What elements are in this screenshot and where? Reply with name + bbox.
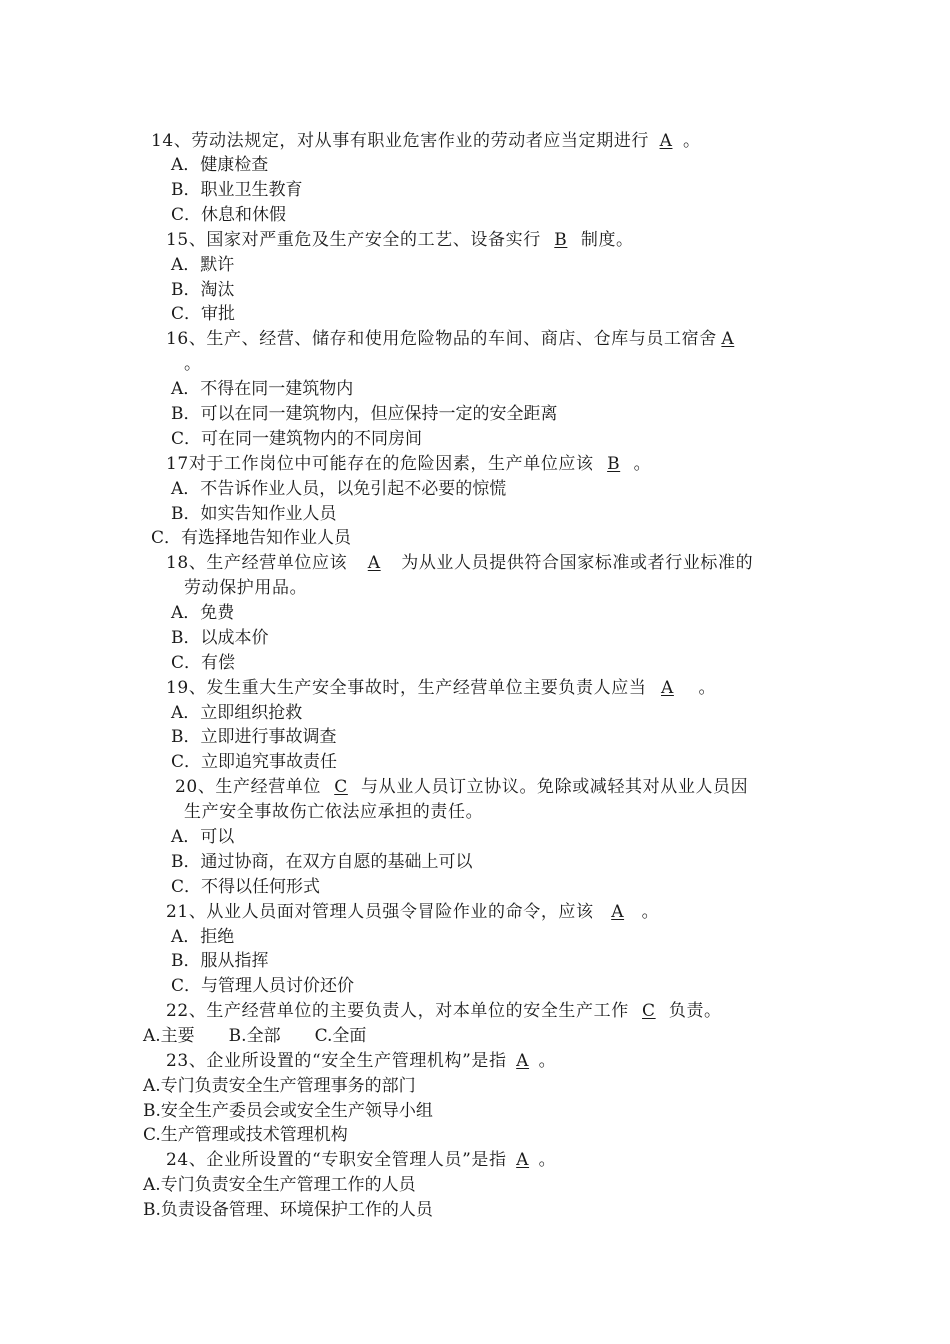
question-17 [166,452,651,477]
option-14-b: B．职业卫生教育 [171,180,303,200]
option-23-b: B.安全生产委员会或安全生产领导小组 [143,1101,433,1121]
question-22 [166,999,722,1024]
option-19-a: A．立即组织抢救 [171,703,303,723]
question-text: 22、生产经营单位的主要负责人，对本单位的安全生产工作 [166,1001,629,1021]
question-21 [166,900,659,925]
question-23 [166,1049,556,1074]
question-16-continued: 。 [184,354,201,374]
question-text-end: 。 [698,678,717,698]
question-text: 18、生产经营单位应该 [166,553,348,573]
option-23-a: A.专门负责安全生产管理事务的部门 [143,1076,416,1096]
answer-blank: A [516,1150,530,1170]
option-21-a: A．拒绝 [171,927,235,947]
question-text-end: 制度。 [580,230,634,250]
question-18-continued: 劳动保护用品。 [184,578,308,598]
question-text-end: 与从业人员订立协议。免除或减轻其对从业人员因 [361,777,749,797]
option-17-a: A．不告诉作业人员，以免引起不必要的惊慌 [171,479,507,499]
question-text-end: 。 [641,902,660,922]
answer-blank: C [334,777,348,797]
option-18-c: C．有偿 [171,653,236,673]
question-text: 20、生产经营单位 [175,777,322,797]
option-20-c: C．不得以任何形式 [171,877,321,897]
option-17-b: B．如实告知作业人员 [171,504,337,524]
question-text: 24、企业所设置的“专职安全管理人员”是指 [166,1150,507,1170]
question-18 [166,551,753,576]
option-20-a: A．可以 [171,827,235,847]
question-text-end: 。 [538,1051,557,1071]
option-15-c: C．审批 [171,304,236,324]
question-15 [166,228,634,253]
option-17-c: C．有选择地告知作业人员 [151,528,352,548]
answer-blank: A [660,678,674,698]
option-24-a: A.专门负责安全生产管理工作的人员 [143,1175,416,1195]
option-18-a: A．免费 [171,603,235,623]
option-23-c: C.生产管理或技术管理机构 [143,1125,348,1145]
question-text: 23、企业所设置的“安全生产管理机构”是指 [166,1051,507,1071]
question-text: 15、国家对严重危及生产安全的工艺、设备实行 [166,230,541,250]
answer-blank: A [611,902,625,922]
answer-blank: A [516,1051,530,1071]
answer-blank: C [642,1001,656,1021]
question-text-end: 负责。 [668,1001,722,1021]
option-24-b: B.负责设备管理、环境保护工作的人员 [143,1200,433,1220]
question-text: 19、发生重大生产安全事故时，生产经营单位主要负责人应当 [166,678,647,698]
option-19-b: B．立即进行事故调查 [171,727,337,747]
question-text: 17对于工作岗位中可能存在的危险因素，生产单位应该 [166,454,594,474]
answer-blank: A [659,131,673,151]
option-20-b: B．通过协商，在双方自愿的基础上可以 [171,852,473,872]
option-19-c: C．立即追究事故责任 [171,752,338,772]
question-text: 14、劳动法规定，对从事有职业危害作业的劳动者应当定期进行 [151,131,650,151]
option-18-b: B．以成本价 [171,628,269,648]
answer-blank: B [607,454,621,474]
answer-blank: B [554,230,568,250]
option-21-b: B．服从指挥 [171,951,269,971]
options-22: A.主要 B.全部 C.全面 [143,1026,367,1046]
question-text-end: 。 [538,1150,557,1170]
question-text: 16、生产、经营、储存和使用危险物品的车间、商店、仓库与员工宿舍 [166,329,717,349]
question-text-end: 。 [683,131,701,151]
question-14 [151,129,701,154]
question-19 [166,676,716,701]
answer-blank: A [721,329,735,349]
option-16-c: C．可在同一建筑物内的不同房间 [171,429,423,449]
option-16-b: B．可以在同一建筑物内，但应保持一定的安全距离 [171,404,558,424]
option-15-b: B．淘汰 [171,280,235,300]
answer-blank: A [367,553,381,573]
option-14-a: A．健康检查 [171,155,269,175]
question-text: 21、从业人员面对管理人员强令冒险作业的命令，应该 [166,902,594,922]
question-20 [175,775,748,800]
question-16 [166,327,739,352]
question-text-end: 。 [633,454,652,474]
option-14-c: C．休息和休假 [171,205,287,225]
question-20-continued: 生产安全事故伤亡依法应承担的责任。 [184,802,484,822]
option-16-a: A．不得在同一建筑物内 [171,379,354,399]
question-24 [166,1148,556,1173]
question-text-end: 为从业人员提供符合国家标准或者行业标准的 [401,553,754,573]
option-15-a: A．默许 [171,255,235,275]
option-21-c: C．与管理人员讨价还价 [171,976,355,996]
